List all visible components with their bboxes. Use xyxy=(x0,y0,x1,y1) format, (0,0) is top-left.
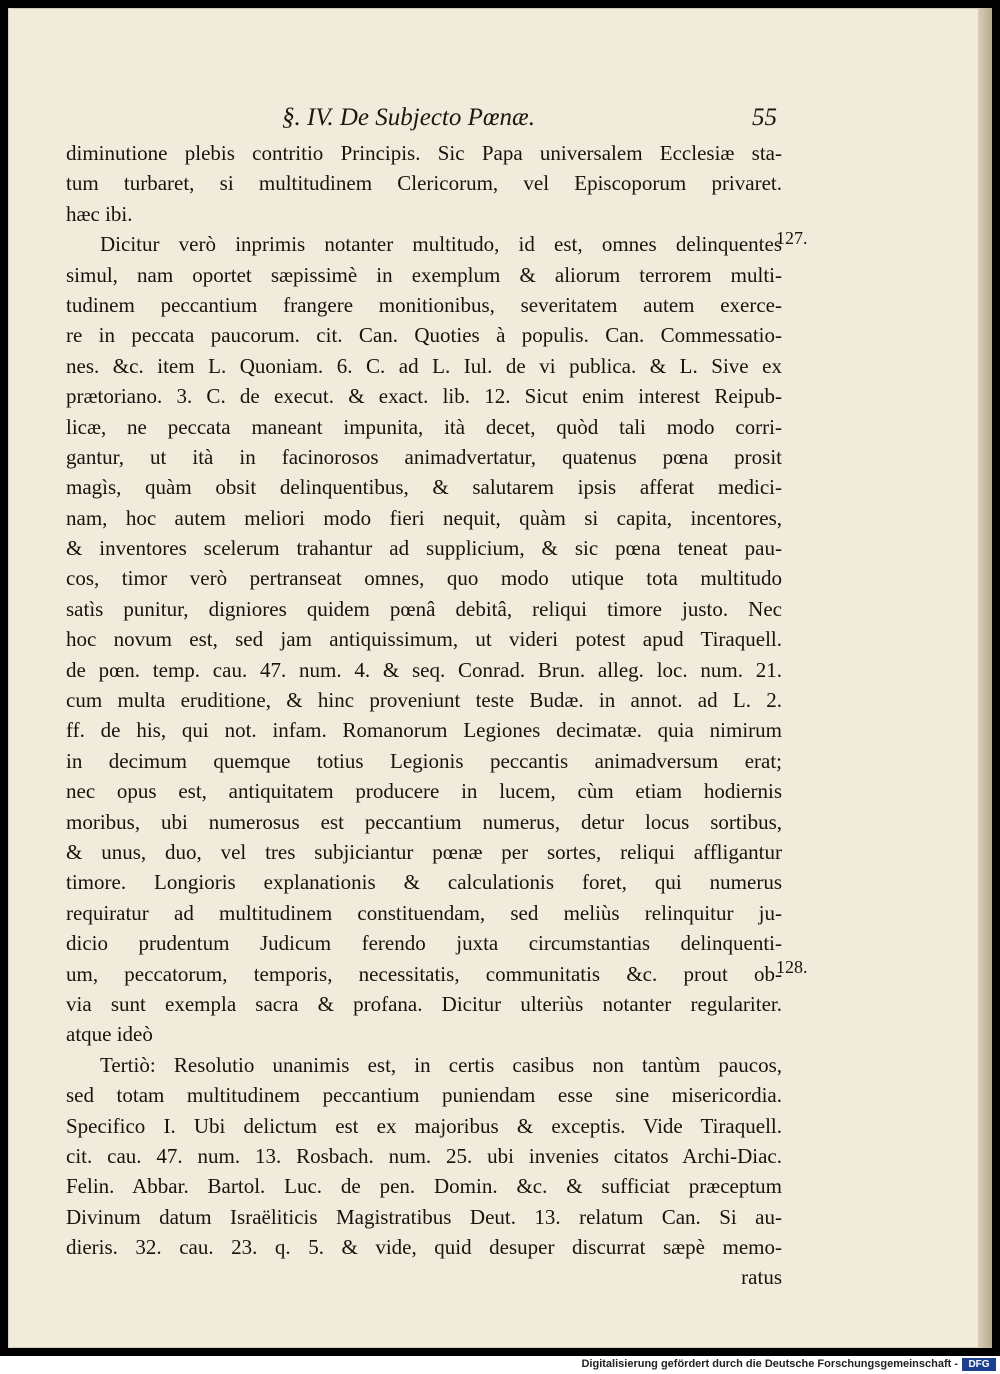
text-line: requiratur ad multitudinem constituendam, sed meliùs relinquitur ju- xyxy=(66,900,782,925)
margin-paragraph-number: 127. xyxy=(776,228,808,248)
text-line: atque ideò xyxy=(66,1022,153,1047)
text-line: in decimum quemque totius Legionis peccantis animadversum erat; xyxy=(66,748,782,773)
text-line: cit. cau. 47. num. 13. Rosbach. num. 25. ubi invenies citatos Archi-Diac. xyxy=(66,1143,782,1168)
text-line: nes. &c. item L. Quoniam. 6. C. ad L. Iul. de vi publica. & L. Sive ex xyxy=(66,353,782,378)
text-line: cum multa eruditione, & hinc proveniunt teste Budæ. in annot. ad L. 2. xyxy=(66,688,782,713)
text-line: de pœn. temp. cau. 47. num. 4. & seq. Conrad. Brun. alleg. loc. num. 21. xyxy=(66,657,782,682)
text-line: magìs, quàm obsit delinquentibus, & salutarem ipsis afferat medici- xyxy=(66,475,782,500)
text-line: licæ, ne peccata maneant impunita, ità decet, quòd tali modo corri- xyxy=(66,414,782,439)
text-line: satìs punitur, digniores quidem pœnâ debitâ, reliqui timore justo. Nec xyxy=(66,596,782,621)
text-line: hoc novum est, sed jam antiquissimum, ut videri potest apud Tiraquell. xyxy=(66,627,782,652)
body-text xyxy=(66,138,782,1293)
text-line: tudinem peccantium frangere monitionibus, severitatem autem exerce- xyxy=(66,292,782,317)
text-line: Tertiò: Resolutio unanimis est, in certis casibus non tantùm paucos, xyxy=(100,1052,782,1077)
text-line: Dicitur verò inprimis notanter multitudo, id est, omnes delinquentes xyxy=(100,232,782,257)
text-line: um, peccatorum, temporis, necessitatis, communitatis &c. prout ob- xyxy=(66,961,782,986)
text-line: prætoriano. 3. C. de execut. & exact. lib. 12. Sicut enim interest Reipub- xyxy=(66,384,782,409)
text-line: cos, timor verò pertranseat omnes, quo modo utique tota multitudo xyxy=(66,566,782,591)
text-line: sed totam multitudinem peccantium puniendam esse sine misericordia. xyxy=(66,1083,782,1108)
text-line: gantur, ut ità in facinorosos animadvertatur, quatenus pœna prosit xyxy=(66,444,782,469)
text-line: moribus, ubi numerosus est peccantium numerus, detur locus sortibus, xyxy=(66,809,782,834)
text-line: simul, nam oportet sæpissimè in exemplum & aliorum terrorem multi- xyxy=(66,262,782,287)
text-line: timore. Longioris explanationis & calculationis foret, qui numerus xyxy=(66,870,782,895)
text-line: dieris. 32. cau. 23. q. 5. & vide, quid desuper discurrat sæpè memo- xyxy=(66,1235,782,1260)
text-line: ff. de his, qui not. infam. Romanorum Legiones decimatæ. quia nimirum xyxy=(66,718,782,743)
text-line: re in peccata paucorum. cit. Can. Quoties à populis. Can. Commessatio- xyxy=(66,323,782,348)
text-line: tum turbaret, si multitudinem Clericorum, vel Episcoporum privaret. xyxy=(66,171,782,196)
running-head: §. IV. De Subjecto Pœnæ. xyxy=(282,104,535,131)
text-line: & unus, duo, vel tres subjiciantur pœnæ per sortes, reliqui affligantur xyxy=(66,839,782,864)
text-line: & inventores scelerum trahantur ad supplicium, & sic pœna teneat pau- xyxy=(66,536,782,561)
text-line: Divinum datum Israëliticis Magistratibus Deut. 13. relatum Can. Si au- xyxy=(66,1204,782,1229)
text-line: Felin. Abbar. Bartol. Luc. de pen. Domin. &c. & sufficiat præceptum xyxy=(66,1174,782,1199)
text-line: hæc ibi. xyxy=(66,201,133,226)
margin-paragraph-number: 128. xyxy=(776,957,808,977)
footer-credit: Digitalisierung gefördert durch die Deutsche Forschungsgemeinschaft - xyxy=(581,1358,958,1370)
text-line: dicio prudentum Judicum ferendo juxta circumstantias delinquenti- xyxy=(66,931,782,956)
catchword: ratus xyxy=(741,1265,782,1290)
text-line: nec opus est, antiquitatem producere in lucem, cùm etiam hodiernis xyxy=(66,779,782,804)
text-line: nam, hoc autem meliori modo fieri nequit, quàm si capita, incentores, xyxy=(66,505,782,530)
page-number: 55 xyxy=(752,104,777,131)
text-line: via sunt exempla sacra & profana. Dicitur ulteriùs notanter regulariter. xyxy=(66,991,782,1016)
dfg-logo: DFG xyxy=(962,1358,996,1371)
text-line: diminutione plebis contritio Principis. Sic Papa universalem Ecclesiæ sta- xyxy=(66,141,782,165)
text-line: Specifico I. Ubi delictum est ex majoribus & exceptis. Vide Tiraquell. xyxy=(66,1113,782,1138)
page-binding-edge xyxy=(978,8,992,1348)
